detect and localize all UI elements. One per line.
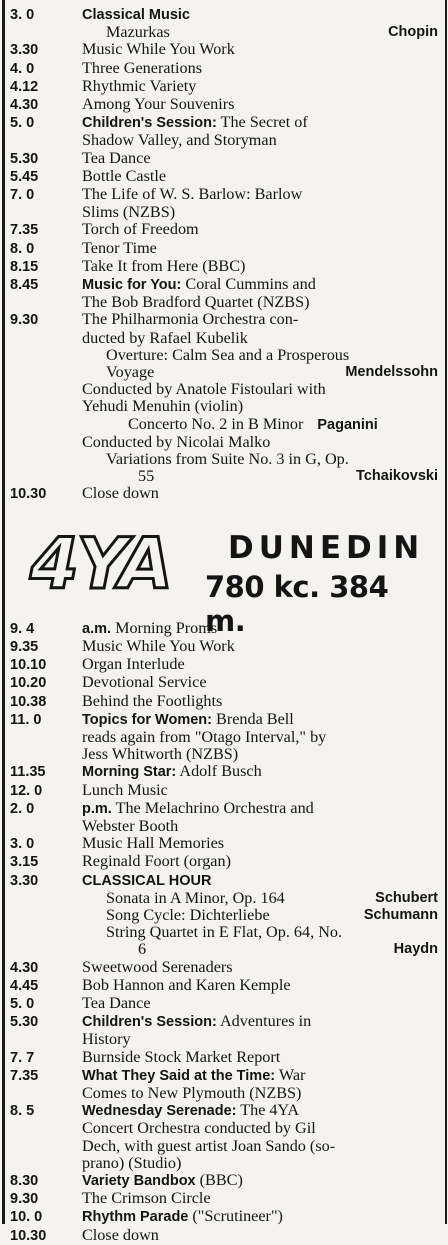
programme-body: [82, 78, 196, 95]
programme-text: History: [82, 1031, 131, 1049]
programme-time: 10.30: [10, 486, 47, 503]
programme-line: [10, 1138, 438, 1155]
programme-time: 5. 0: [10, 995, 35, 1012]
programme-line: [10, 1085, 438, 1102]
programme-text: Take It from Here (BBC): [82, 257, 246, 275]
programme-body: [82, 620, 217, 637]
programme-body: [82, 114, 308, 131]
programme-text: The Life of W. S. Barlow: Barlow: [82, 186, 303, 204]
programme-body: [82, 434, 270, 451]
programme-text: Conducted by Nicolai Malko: [82, 433, 271, 451]
programme-text: Concerto No. 2 in B Minor: [128, 415, 304, 433]
programme-body: [82, 763, 262, 780]
programme-line: [10, 258, 438, 276]
programme-line: [10, 800, 438, 818]
programme-time: 4.30: [10, 959, 39, 976]
programme-line: [10, 1049, 438, 1067]
programme-time: 9.30: [10, 312, 39, 329]
programme-text: ("Scrutineer"): [188, 1208, 283, 1226]
programme-title: CLASSICAL HOUR: [82, 872, 212, 889]
programme-line: [10, 1172, 438, 1190]
programme-text: Tenor Time: [82, 239, 157, 257]
programme-line: [10, 782, 438, 800]
programme-body: [82, 1172, 243, 1189]
programme-body: [82, 674, 207, 691]
programme-line: [10, 24, 438, 41]
programme-title: Morning Star:: [82, 764, 177, 781]
programme-time: 12. 0: [10, 782, 43, 799]
programme-body: [82, 258, 245, 275]
programme-text: The Secret of: [216, 114, 308, 132]
programme-text: Sonata in A Minor, Op. 164: [106, 889, 285, 907]
programme-time: 3.15: [10, 854, 39, 871]
programme-text: Bottle Castle: [82, 167, 167, 185]
composer-name: Schumann: [363, 906, 438, 923]
programme-line: [10, 729, 438, 746]
programme-text: Variations from Suite No. 3 in G, Op.: [106, 451, 349, 469]
programme-body: [82, 132, 277, 149]
programme-body: [82, 1190, 211, 1207]
programme-line: [10, 1067, 438, 1085]
programme-text: Voyage: [106, 364, 155, 382]
programme-body: [82, 204, 175, 221]
programme-time: 8.45: [10, 277, 39, 294]
programme-body: [82, 1049, 280, 1066]
programme-text: Adolf Busch: [176, 763, 262, 781]
programme-text: Brenda Bell: [211, 710, 294, 728]
programme-text: Lunch Music: [82, 781, 168, 799]
programme-time: 7.35: [10, 222, 39, 239]
programme-text: Overture: Calm Sea and a Prosperous: [106, 346, 350, 364]
programme-line: [10, 1120, 438, 1137]
programme-title: Music for You:: [82, 277, 182, 294]
programme-time: 3. 0: [10, 836, 35, 853]
programme-line: [10, 132, 438, 149]
column-rule-right: [445, 0, 447, 1224]
station-frequency: 780 kc. 384 m.: [205, 569, 389, 638]
programme-title: Classical Music: [82, 7, 190, 23]
programme-time: 11.35: [10, 764, 46, 781]
programme-line: [10, 1190, 438, 1208]
programme-line: [10, 294, 438, 311]
programme-time: 3. 0: [10, 7, 35, 23]
programme-line: [10, 168, 438, 186]
programme-line: [10, 818, 438, 835]
programme-line: [10, 890, 438, 907]
programme-time: 8.15: [10, 258, 39, 275]
programme-body: [82, 221, 199, 238]
programme-text: Close down: [82, 1226, 159, 1244]
programme-text: ducted by Rafael Kubelik: [82, 329, 248, 347]
programme-time: 7. 7: [10, 1049, 35, 1066]
programme-text: Concert Orchestra conducted by Gil: [82, 1120, 316, 1138]
programme-text: Organ Interlude: [82, 656, 185, 674]
programme-text: Close down: [82, 485, 159, 503]
programme-time: 10.38: [10, 693, 47, 710]
programme-time: 4.45: [10, 977, 39, 994]
programme-body: [82, 364, 438, 382]
programme-body: [82, 1227, 159, 1244]
programme-text: Dech, with guest artist Joan Sando (so-: [82, 1137, 336, 1155]
programme-list-after: [10, 620, 438, 1245]
programme-body: [82, 638, 235, 655]
programme-text: Among Your Souvenirs: [82, 96, 235, 114]
programme-time: 9. 4: [10, 620, 35, 637]
programme-line: [10, 330, 438, 347]
programme-body: [82, 186, 302, 203]
programme-line: [10, 656, 438, 674]
programme-text: (BBC): [195, 1171, 243, 1189]
programme-time: 10.10: [10, 657, 47, 674]
programme-body: [82, 835, 224, 852]
programme-text: Yehudi Menuhin (violin): [82, 398, 244, 416]
programme-body: [82, 1138, 335, 1155]
programme-text: 55: [138, 468, 155, 486]
programme-text: Music While You Work: [82, 41, 235, 59]
programme-body: [82, 150, 151, 167]
programme-line: [10, 693, 438, 711]
programme-body: [82, 711, 294, 728]
programme-body: [82, 1120, 316, 1137]
programme-body: [82, 656, 185, 673]
programme-body: [82, 941, 438, 959]
programme-line: [10, 150, 438, 168]
station-logo: 4YA: [30, 522, 171, 605]
programme-line: [10, 872, 438, 890]
programme-line: [10, 468, 438, 485]
programme-time: 10. 0: [10, 1209, 43, 1226]
programme-body: [82, 872, 211, 889]
programme-body: [82, 977, 291, 994]
programme-text: Music Hall Memories: [82, 835, 225, 853]
programme-body: [82, 330, 248, 347]
programme-body: [82, 800, 314, 817]
programme-text: The Melachrino Orchestra and: [111, 799, 314, 817]
programme-time: 7. 0: [10, 187, 35, 204]
programme-line: [10, 763, 438, 781]
programme-line: [10, 835, 438, 853]
radio-listing-page: [10, 6, 438, 1245]
programme-title: Children's Session:: [82, 1014, 217, 1031]
programme-body: [82, 889, 438, 907]
programme-body: [82, 60, 202, 77]
programme-text: Webster Booth: [82, 817, 179, 835]
programme-line: [10, 416, 438, 434]
programme-body: [82, 746, 238, 763]
programme-time: 9.30: [10, 1191, 39, 1208]
programme-line: [10, 746, 438, 763]
programme-line: [10, 347, 438, 364]
programme-line: [10, 398, 438, 415]
programme-text: Coral Cummins and: [181, 276, 316, 294]
composer-name: Chopin: [388, 24, 438, 41]
programme-body: [82, 6, 190, 23]
programme-time: 5.30: [10, 1014, 39, 1031]
programme-body: [82, 1085, 301, 1102]
programme-line: [10, 995, 438, 1013]
programme-time: 8. 5: [10, 1103, 35, 1120]
composer-name: Haydn: [393, 941, 438, 958]
programme-body: [82, 276, 316, 293]
programme-text: Jess Whitworth (NZBS): [82, 746, 239, 764]
programme-text: Torch of Freedom: [82, 221, 199, 239]
programme-line: [10, 1155, 438, 1172]
programme-line: [10, 941, 438, 958]
programme-text: Sweetwood Serenaders: [82, 958, 233, 976]
programme-text: reads again from "Otago Interval," by: [82, 728, 327, 746]
programme-body: [82, 1031, 131, 1048]
programme-text: Behind the Footlights: [82, 692, 223, 710]
programme-time: 7.35: [10, 1067, 39, 1084]
programme-body: [82, 451, 349, 468]
programme-text: Conducted by Anatole Fistoulari with: [82, 381, 326, 399]
programme-body: [82, 24, 438, 42]
composer-name: Schubert: [375, 889, 438, 906]
programme-time: 8.30: [10, 1172, 39, 1189]
programme-body: [82, 995, 151, 1012]
programme-title: What They Said at the Time:: [82, 1067, 276, 1084]
programme-body: [82, 294, 309, 311]
programme-text: Morning Proms: [111, 619, 218, 637]
programme-title: p.m.: [82, 800, 112, 817]
programme-body: [82, 485, 159, 502]
programme-body: [82, 381, 326, 398]
programme-body: [82, 959, 233, 976]
programme-text: Music While You Work: [82, 637, 235, 655]
programme-line: [10, 311, 438, 329]
programme-body: [82, 782, 168, 799]
programme-line: [10, 186, 438, 204]
programme-line: [10, 1102, 438, 1120]
programme-text: Burnside Stock Market Report: [82, 1048, 281, 1066]
programme-body: [82, 41, 235, 58]
programme-line: [10, 924, 438, 941]
programme-body: [82, 468, 438, 486]
programme-body: [82, 1013, 311, 1030]
programme-text: Devotional Service: [82, 674, 207, 692]
programme-line: [10, 674, 438, 692]
programme-body: [82, 416, 378, 433]
programme-text: Shadow Valley, and Storyman: [82, 132, 277, 150]
programme-time: 4. 0: [10, 60, 35, 77]
programme-line: [10, 1031, 438, 1048]
programme-line: [10, 240, 438, 258]
programme-time: 3.30: [10, 872, 39, 889]
programme-line: [10, 959, 438, 977]
programme-time: 4.30: [10, 97, 39, 114]
composer-name: Tchaikovski: [356, 468, 438, 485]
programme-text: Comes to New Plymouth (NZBS): [82, 1084, 302, 1102]
programme-line: [10, 221, 438, 239]
programme-time: 8. 0: [10, 240, 35, 257]
programme-time: 4.12: [10, 78, 39, 95]
programme-text: 6: [138, 941, 147, 959]
programme-body: [82, 906, 438, 924]
programme-line: [10, 60, 438, 78]
programme-body: [82, 818, 178, 835]
programme-body: [82, 1102, 299, 1119]
programme-body: [82, 1208, 283, 1225]
programme-body: [82, 853, 231, 870]
programme-title: Children's Session:: [82, 115, 217, 132]
programme-line: [10, 711, 438, 729]
programme-line: [10, 276, 438, 294]
programme-time: 10.20: [10, 675, 47, 692]
programme-time: 10.30: [10, 1227, 47, 1244]
programme-text: Tea Dance: [82, 149, 151, 167]
programme-title: Variety Bandbox: [82, 1172, 196, 1189]
programme-line: [10, 485, 438, 503]
programme-body: [82, 311, 298, 328]
programme-body: [82, 240, 157, 257]
programme-body: [82, 924, 342, 941]
programme-body: [82, 1067, 305, 1084]
programme-title: Wednesday Serenade:: [82, 1103, 237, 1120]
programme-text: Bob Hannon and Karen Kemple: [82, 976, 291, 994]
programme-time: 9.35: [10, 638, 39, 655]
programme-time: 5. 0: [10, 115, 35, 132]
programme-time: 5.45: [10, 168, 39, 185]
programme-text: The Philharmonia Orchestra con-: [82, 311, 299, 329]
composer-name: Paganini: [317, 416, 378, 433]
programme-body: [82, 398, 243, 415]
programme-line: [10, 78, 438, 96]
programme-body: [82, 168, 166, 185]
programme-text: Rhythmic Variety: [82, 77, 197, 95]
programme-text: War: [275, 1066, 306, 1084]
programme-text: Slims (NZBS): [82, 204, 176, 222]
programme-time: 11. 0: [10, 711, 42, 728]
programme-text: Song Cycle: Dichterliebe: [106, 906, 270, 924]
programme-line: [10, 96, 438, 114]
programme-time: 5.30: [10, 150, 39, 167]
programme-text: Tea Dance: [82, 994, 151, 1012]
programme-body: [82, 729, 326, 746]
programme-line: [10, 41, 438, 59]
programme-title: a.m.: [82, 620, 112, 637]
programme-body: [82, 96, 234, 113]
programme-text: prano) (Studio): [82, 1154, 182, 1172]
programme-text: Reginald Foort (organ): [82, 853, 231, 871]
programme-line: [10, 381, 438, 398]
programme-line: [10, 364, 438, 381]
programme-text: Adventures in: [216, 1013, 312, 1031]
programme-line: [10, 977, 438, 995]
programme-list-before: [10, 6, 438, 504]
programme-time: 2. 0: [10, 800, 35, 817]
programme-time: 3.30: [10, 42, 39, 59]
programme-text: String Quartet in E Flat, Op. 64, No.: [106, 924, 343, 942]
programme-body: [82, 693, 222, 710]
programme-line: [10, 114, 438, 132]
programme-line: [10, 620, 438, 638]
programme-text: The 4YA: [236, 1102, 300, 1120]
programme-line: [10, 907, 438, 924]
programme-line: [10, 1227, 438, 1245]
programme-line: [10, 204, 438, 221]
programme-line: [10, 434, 438, 451]
programme-line: [10, 451, 438, 468]
programme-text: Three Generations: [82, 59, 202, 77]
programme-text: The Crimson Circle: [82, 1190, 211, 1208]
programme-line: [10, 1013, 438, 1031]
programme-line: [10, 6, 438, 24]
column-rule-left: [2, 0, 5, 1224]
composer-name: Mendelssohn: [345, 364, 438, 381]
programme-body: [82, 1155, 181, 1172]
station-city: DUNEDIN: [228, 529, 425, 566]
programme-text: Mazurkas: [106, 24, 170, 42]
programme-text: The Bob Bradford Quartet (NZBS): [82, 294, 310, 312]
programme-title: Topics for Women:: [82, 711, 212, 728]
programme-body: [82, 347, 349, 364]
programme-line: [10, 638, 438, 656]
programme-line: [10, 853, 438, 871]
programme-title: Rhythm Parade: [82, 1209, 189, 1226]
